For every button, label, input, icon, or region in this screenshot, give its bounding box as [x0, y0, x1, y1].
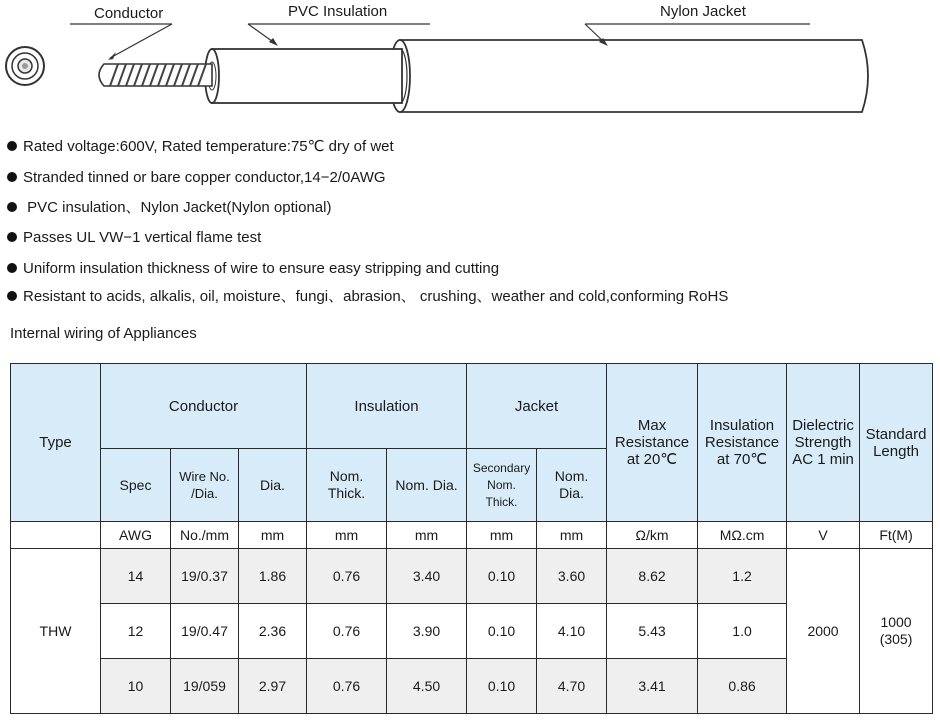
bullet-icon: [7, 202, 17, 212]
cell-max-res: 3.41: [607, 659, 698, 714]
cell-ins-dia: 4.50: [387, 659, 467, 714]
bullet-icon: [7, 291, 17, 301]
cell-spec: 10: [101, 659, 171, 714]
feature-item: Stranded tinned or bare copper conductor,14−2/0AWG: [7, 167, 386, 189]
feature-item: PVC insulation、Nylon Jacket(Nylon optional): [7, 197, 331, 219]
unit-cell: mm: [239, 522, 307, 549]
cell-jk-thick: 0.10: [467, 659, 537, 714]
cell-spec: 12: [101, 604, 171, 659]
header-standard-length: Standard Length: [860, 364, 933, 522]
cell-dia: 2.97: [239, 659, 307, 714]
conductor-callout: Conductor: [94, 5, 164, 22]
spec-table: [10, 363, 933, 714]
nylon-jacket-shape: [390, 40, 868, 112]
cell-jk-dia: 4.70: [537, 659, 607, 714]
cell-dia: 2.36: [239, 604, 307, 659]
cell-ins-res: 0.86: [698, 659, 787, 714]
units-row: [11, 522, 933, 549]
unit-cell: Ω/km: [607, 522, 698, 549]
feature-item: Uniform insulation thickness of wire to ensure easy stripping and cutting: [7, 258, 499, 280]
unit-cell: mm: [307, 522, 387, 549]
bullet-icon: [7, 141, 17, 151]
header-type: Type: [11, 364, 101, 522]
cable-diagram: [0, 0, 940, 130]
feature-item: Resistant to acids, alkalis, oil, moisture、fungi、abrasion、 crushing、weather and cold,conforming RoHS: [7, 286, 728, 308]
cell-wire: 19/0.37: [171, 549, 239, 604]
cell-dia: 1.86: [239, 549, 307, 604]
unit-cell: No./mm: [171, 522, 239, 549]
header-jacket-thick: Secondary Nom. Thick.: [467, 449, 537, 522]
conductor-strands-shape: [99, 64, 212, 86]
header-conductor: Conductor: [101, 364, 307, 449]
header-ins-dia: Nom. Dia.: [387, 449, 467, 522]
unit-cell: Ft(M): [860, 522, 933, 549]
cell-wire: 19/059: [171, 659, 239, 714]
cell-max-res: 8.62: [607, 549, 698, 604]
cell-ins-thick: 0.76: [307, 659, 387, 714]
cell-jk-dia: 3.60: [537, 549, 607, 604]
feature-item: Passes UL VW−1 vertical flame test: [7, 227, 261, 249]
header-insulation: Insulation: [307, 364, 467, 449]
header-max-resistance: Max Resistance at 20℃: [607, 364, 698, 522]
units-type-blank: [11, 522, 101, 549]
header-wire-no: Wire No. /Dia.: [171, 449, 239, 522]
bullet-icon: [7, 172, 17, 182]
cell-jk-thick: 0.10: [467, 604, 537, 659]
header-jacket-dia: Nom. Dia.: [537, 449, 607, 522]
bullet-icon: [7, 263, 17, 273]
header-dia: Dia.: [239, 449, 307, 522]
unit-cell: MΩ.cm: [698, 522, 787, 549]
cell-ins-res: 1.0: [698, 604, 787, 659]
unit-cell: mm: [537, 522, 607, 549]
cell-ins-dia: 3.90: [387, 604, 467, 659]
length-value: 1000 (305): [860, 549, 933, 714]
table-row: [11, 549, 933, 604]
unit-cell: mm: [467, 522, 537, 549]
cell-jk-dia: 4.10: [537, 604, 607, 659]
header-dielectric-strength: Dielectric Strength AC 1 min: [787, 364, 860, 522]
nylon-jacket-callout: Nylon Jacket: [660, 3, 746, 20]
pvc-insulation-shape: [205, 49, 402, 103]
cell-ins-thick: 0.76: [307, 604, 387, 659]
cell-ins-dia: 3.40: [387, 549, 467, 604]
unit-cell: V: [787, 522, 860, 549]
table-caption: Internal wiring of Appliances: [10, 325, 197, 342]
bullet-icon: [7, 232, 17, 242]
unit-cell: AWG: [101, 522, 171, 549]
dielectric-value: 2000: [787, 549, 860, 714]
header-spec: Spec: [101, 449, 171, 522]
cell-max-res: 5.43: [607, 604, 698, 659]
cell-ins-thick: 0.76: [307, 549, 387, 604]
cell-wire: 19/0.47: [171, 604, 239, 659]
cable-cross-section-icon: [6, 47, 44, 85]
header-jacket: Jacket: [467, 364, 607, 449]
header-insulation-resistance: Insulation Resistance at 70℃: [698, 364, 787, 522]
feature-item: Rated voltage:600V, Rated temperature:75℃ dry of wet: [7, 136, 394, 158]
cell-ins-res: 1.2: [698, 549, 787, 604]
type-value: THW: [11, 549, 101, 714]
cell-spec: 14: [101, 549, 171, 604]
unit-cell: mm: [387, 522, 467, 549]
pvc-insulation-callout: PVC Insulation: [288, 3, 388, 20]
header-ins-thick: Nom. Thick.: [307, 449, 387, 522]
cell-jk-thick: 0.10: [467, 549, 537, 604]
